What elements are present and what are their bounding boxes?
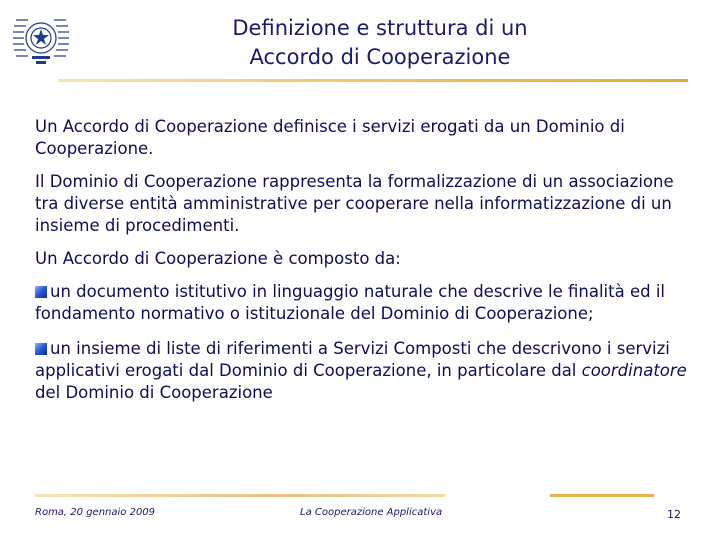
bullet-text: un documento istitutivo in linguaggio naturale che descrive le finalità ed il fondamento normativo o istituzionale del Dominio di Cooperazione; [35,282,665,323]
bullet-text-part2: del Dominio di Cooperazione [35,383,273,402]
footer-title: La Cooperazione Applicativa [300,507,443,518]
bullet-item-references [35,338,695,404]
square-bullet-icon [35,343,47,355]
title-underline [58,79,688,82]
paragraph-composition: Un Accordo di Cooperazione è composto da: [35,249,401,268]
slide-title [140,14,620,72]
bullet-item-document [35,281,695,325]
republic-emblem-icon [12,10,70,68]
bullet-text-emphasis: coordinatore [581,361,687,380]
slide-title-line1: Definizione e struttura di un [232,16,528,40]
footer-rule-right [550,494,654,497]
footer-rule-left [35,494,445,497]
paragraph-domain: Il Dominio di Cooperazione rappresenta la formalizzazione di un associazione tra diverse entità amministrative per cooperare nella informatizzazione di un insieme di procedimenti. [35,172,674,235]
slide-title-line2: Accordo di Cooperazione [249,45,511,69]
bullet-text-part1: un insieme di liste di riferimenti a Servizi Composti che descrivono i servizi applicativi erogati dal Dominio di Cooperazione, in particolare dal [35,339,670,380]
footer-date: Roma, 20 gennaio 2009 [35,507,156,518]
paragraph-definition: Un Accordo di Cooperazione definisce i servizi erogati da un Dominio di Cooperazione. [35,117,625,158]
page-number: 12 [667,508,681,521]
slide-body [35,116,695,417]
square-bullet-icon [35,286,47,298]
